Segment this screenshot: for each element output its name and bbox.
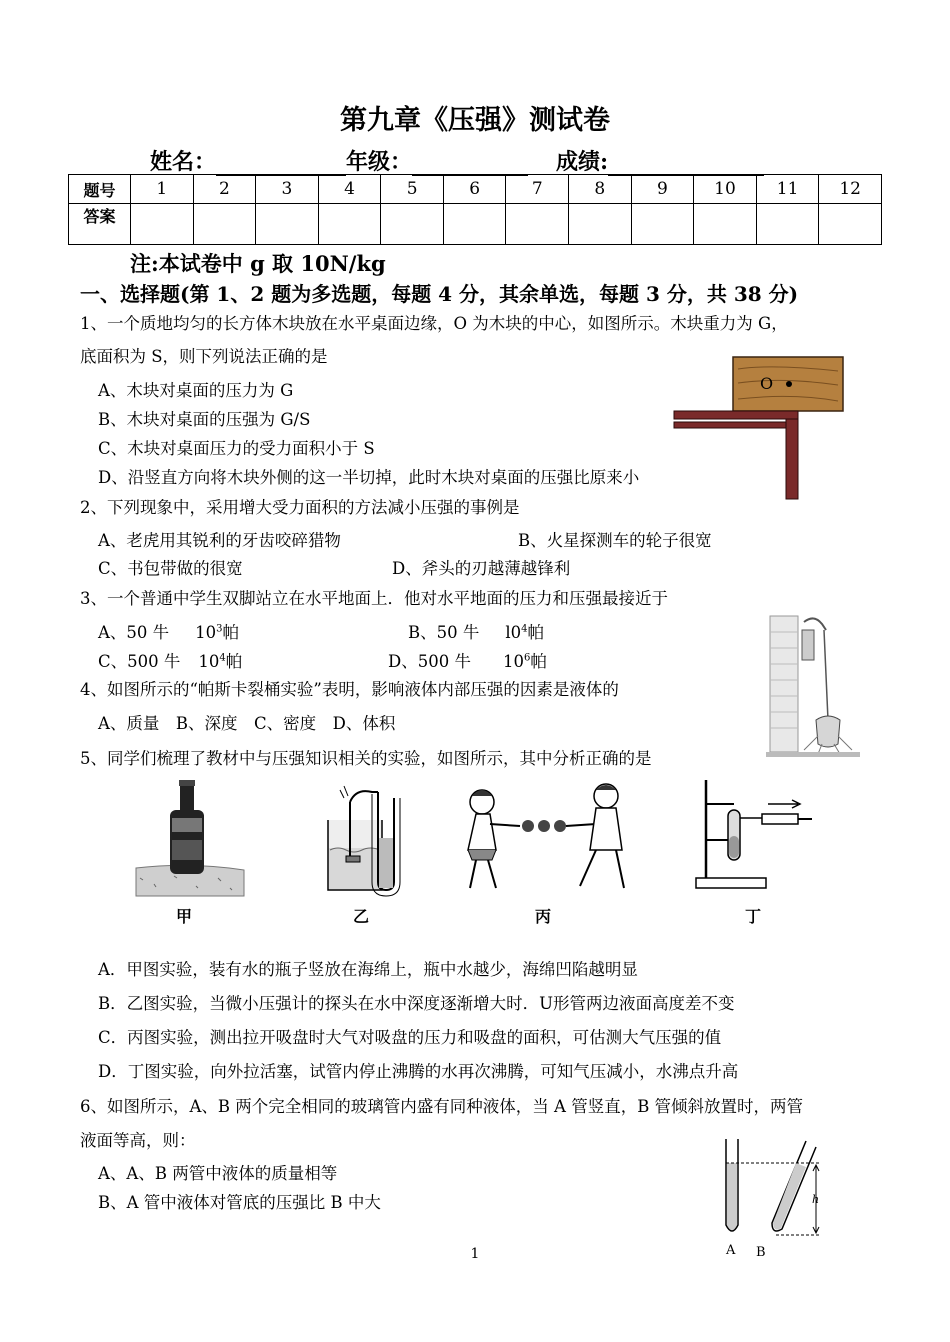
answer-cell[interactable] (631, 204, 694, 245)
answer-cell[interactable] (256, 204, 319, 245)
q1-stem-line2: 底面积为 S，则下列说法正确的是 (80, 347, 328, 366)
q3-option-b-value: l0 (505, 623, 522, 642)
q5-caption-jia: 甲 (176, 907, 193, 926)
q6-option-a: A、A、B 两管中液体的质量相等 (98, 1164, 338, 1183)
q6-stem-line1: 6、如图所示，A、B 两个完全相同的玻璃管内盛有同种液体，当 A 管竖直，B 管倾斜放置时，两管 (80, 1097, 804, 1116)
q5-option-b: B．乙图实验，当微小压强计的探头在水中深度逐渐增大时．U形管两边液面高度差不变 (98, 994, 735, 1013)
q5-figure-pressure-gauge (322, 778, 408, 900)
question-number: 3 (256, 175, 319, 204)
q5-figure-suction-cups (460, 780, 630, 898)
exam-note: 注:本试卷中 g 取 10N/kg (130, 251, 386, 276)
q2-option-a: A、老虎用其锐利的牙齿咬碎猎物 (98, 531, 341, 550)
q3-option-a-value: 10 (195, 623, 217, 642)
question-number-label: 题号 (69, 175, 131, 204)
answer-cell[interactable] (318, 204, 381, 245)
q3-option-d-force: D、500 牛 (388, 652, 471, 671)
question-number: 4 (318, 175, 381, 204)
answer-table (68, 174, 882, 245)
q1-option-a: A、木块对桌面的压力为 G (98, 381, 294, 400)
q3-option-d-value: 10 (502, 652, 524, 671)
question-number: 11 (756, 175, 819, 204)
q6-option-b: B、A 管中液体对管底的压强比 B 中大 (98, 1193, 381, 1212)
name-blank[interactable] (216, 153, 346, 176)
q3-option-d (388, 648, 547, 672)
student-info-line (150, 145, 764, 176)
name-label: 姓名： (150, 149, 217, 175)
q6-figure-label-b: B (756, 1245, 766, 1260)
q3-option-c-exponent: 4 (219, 652, 226, 664)
q6-figure-label-h: h (812, 1193, 820, 1206)
q3-option-b-force: B、50 牛 (408, 623, 480, 642)
answer-cell[interactable] (694, 204, 757, 245)
q5-option-a: A．甲图实验，装有水的瓶子竖放在海绵上，瓶中水越少，海绵凹陷越明显 (98, 960, 638, 979)
q2-option-b: B、火星探测车的轮子很宽 (518, 531, 712, 550)
q1-option-d: D、沿竖直方向将木块外侧的这一半切掉，此时木块对桌面的压强比原来小 (98, 468, 640, 487)
q5-figure-bottle-on-sponge (134, 778, 246, 900)
q4-stem: 4、如图所示的“帕斯卡裂桶实验”表明，影响液体内部压强的因素是液体的 (80, 680, 619, 699)
q5-option-d: D．丁图实验，向外拉活塞，试管内停止沸腾的水再次沸腾，可知气压减小，水沸点升高 (98, 1062, 739, 1081)
question-number: 12 (819, 175, 882, 204)
q5-caption-ding: 丁 (745, 907, 762, 926)
answer-cell[interactable] (381, 204, 444, 245)
q2-option-c: C、书包带做的很宽 (98, 559, 243, 578)
q3-option-c-value: 10 (198, 652, 220, 671)
q3-option-a-unit: 帕 (222, 623, 240, 642)
q4-options: A、质量 B、深度 C、密度 D、体积 (98, 714, 396, 733)
score-blank[interactable] (608, 153, 764, 176)
question-number: 7 (506, 175, 569, 204)
question-number: 10 (694, 175, 757, 204)
question-number: 6 (443, 175, 506, 204)
grade-blank[interactable] (412, 153, 528, 176)
section-heading: 一、选择题(第 1、2 题为多选题，每题 4 分，其余单选，每题 3 分，共 38 分) (80, 282, 799, 306)
q2-stem: 2、下列现象中，采用增大受力面积的方法减小压强的事例是 (80, 498, 520, 517)
q3-option-a-exponent: 3 (216, 623, 223, 635)
answer-label: 答案 (69, 204, 131, 245)
q6-figure-label-a: A (726, 1243, 736, 1258)
q4-figure-pascal-barrel (764, 612, 862, 760)
q1-stem-line1: 1、一个质地均匀的长方体木块放在水平桌面边缘，O 为木块的中心，如图所示。木块重力为 G， (80, 314, 788, 333)
q3-option-a (98, 619, 239, 643)
q5-option-c: C．丙图实验，测出拉开吸盘时大气对吸盘的压力和吸盘的面积，可估测大气压强的值 (98, 1028, 722, 1047)
q1-option-c: C、木块对桌面压力的受力面积小于 S (98, 439, 375, 458)
answer-table-header-row (69, 175, 882, 204)
q5-caption-yi: 乙 (353, 907, 370, 926)
page-title: 第九章《压强》测试卷 (340, 105, 610, 136)
q5-figure-syringe-boiling (694, 774, 818, 896)
question-number: 2 (193, 175, 256, 204)
answer-cell[interactable] (131, 204, 194, 245)
answer-cell[interactable] (819, 204, 882, 245)
q2-option-d: D、斧头的刃越薄越锋利 (392, 559, 571, 578)
q5-caption-bing: 丙 (535, 907, 552, 926)
answer-cell[interactable] (569, 204, 632, 245)
answer-table-answer-row (69, 204, 882, 245)
grade-label: 年级： (346, 149, 413, 175)
q3-option-d-exponent: 6 (523, 652, 531, 664)
q3-option-a-force: A、50 牛 (98, 623, 170, 642)
q3-option-b-exponent: 4 (521, 623, 528, 635)
answer-cell[interactable] (756, 204, 819, 245)
q3-option-b-unit: 帕 (527, 623, 545, 642)
q3-option-c-unit: 帕 (225, 652, 243, 671)
question-number: 5 (381, 175, 444, 204)
page-number: 1 (470, 1246, 480, 1262)
question-number: 9 (631, 175, 694, 204)
q3-stem: 3、一个普通中学生双脚站立在水平地面上．他对水平地面的压力和压强最接近于 (80, 589, 668, 608)
answer-cell[interactable] (193, 204, 256, 245)
q1-figure-label-o: O (760, 374, 774, 393)
q5-stem: 5、同学们梳理了教材中与压强知识相关的实验，如图所示，其中分析正确的是 (80, 749, 652, 768)
q1-option-b: B、木块对桌面的压强为 G/S (98, 410, 311, 429)
question-number: 1 (131, 175, 194, 204)
q3-option-d-unit: 帕 (530, 652, 547, 671)
q6-stem-line2: 液面等高，则： (80, 1131, 196, 1150)
q3-option-b (408, 619, 544, 643)
score-label: 成绩: (556, 149, 609, 175)
answer-cell[interactable] (506, 204, 569, 245)
q3-option-c (98, 648, 242, 672)
answer-cell[interactable] (443, 204, 506, 245)
q1-figure-block-on-table (672, 355, 848, 500)
q3-option-c-force: C、500 牛 (98, 652, 181, 671)
question-number: 8 (569, 175, 632, 204)
